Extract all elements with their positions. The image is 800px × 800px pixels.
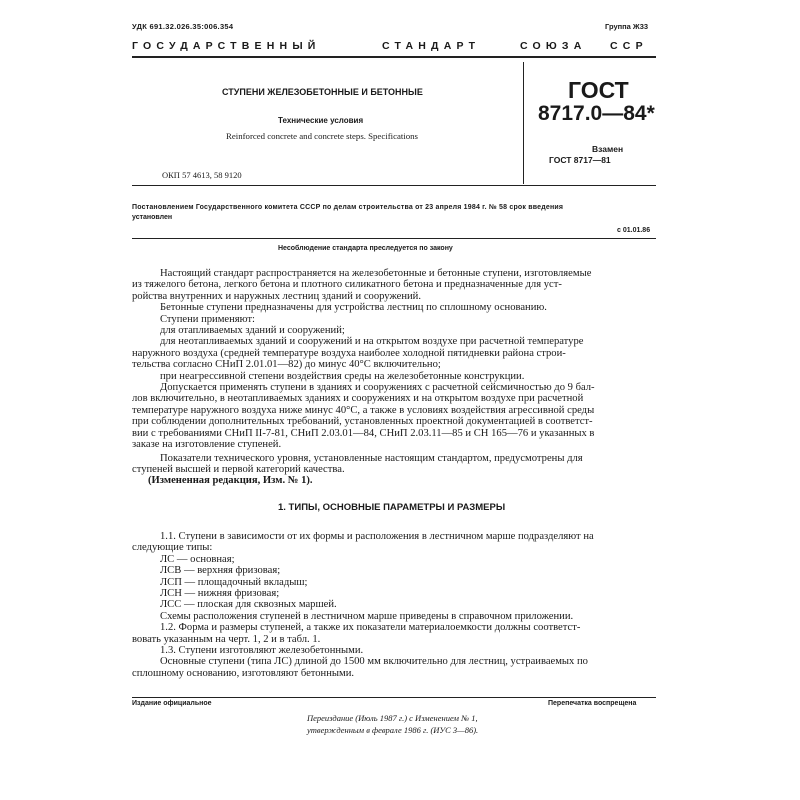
text-line: ступеней высшей и первой категорий качества. <box>132 463 345 475</box>
text-line: при соблюдении дополнительных требований, установленных проектной документацией в соответст- <box>132 416 593 428</box>
reprint-note: Переиздание (Июль 1987 г.) с Изменением № 1, <box>307 713 478 723</box>
amendment-note: (Измененная редакция, Изм. № 1). <box>148 475 313 487</box>
text-line: Показатели технического уровня, установленные настоящим стандартом, предусмотрены для <box>160 452 583 464</box>
decree-line: установлен <box>132 214 173 221</box>
text-line: сплошному основанию, изготовляют бетонными. <box>132 667 355 679</box>
text-line: тельства согласно СНиП 2.01.01—82) до минус 40°С включительно; <box>132 359 441 371</box>
text-line: 1.1. Ступени в зависимости от их формы и расположения в лестничном марше подразделяют на <box>160 531 594 542</box>
text-line: вовать указанным на черт. 1, 2 и в табл. 1. <box>132 633 321 645</box>
gost-label: ГОСТ <box>568 77 629 103</box>
section-1-text <box>132 531 650 679</box>
reprint-banned: Перепечатка воспрещена <box>548 700 637 707</box>
type-item: ЛСВ — верхняя фризовая; <box>160 565 281 577</box>
text-line: Схемы расположения ступеней в лестничном марше приведены в справочном приложении. <box>160 610 574 622</box>
intro-text <box>132 268 650 487</box>
text-line: Ступени применяют: <box>160 313 256 325</box>
type-item: ЛС — основная; <box>160 553 235 565</box>
udc-code: УДК 691.32.026.35:006.354 <box>132 22 234 31</box>
text-line: для неотапливаемых зданий и сооружений и на открытом воздухе при расчетной температуре <box>160 336 584 348</box>
text-line: лов включительно, в неотапливаемых зданиях и сооружениях и на открытом воздухе при расчетной <box>132 393 584 405</box>
footer-rule <box>132 697 656 698</box>
text-line: Основные ступени (типа ЛС) длиной до 1500 мм включительно для лестниц, устраиваемых по <box>160 656 588 668</box>
reprint-note: утвержденным в феврале 1986 г. (ИУС 3—86). <box>307 725 479 735</box>
type-item: ЛСС — плоская для сквозных маршей. <box>160 599 337 611</box>
type-item: ЛСН — нижняя фризовая; <box>160 588 280 600</box>
decree-line: Постановлением Государственного комитета СССР по делам строительства от 23 апреля 1984 г. № 58 срок введения <box>132 204 564 211</box>
text-line: из тяжелого бетона, легкого бетона и плотного силикатного бетона и предназначенные для уст- <box>132 279 562 291</box>
text-line: наружного воздуха (средней температуре воздуха наиболее холодной пятидневки района строи- <box>132 347 566 359</box>
text-line: заказе на изготовление ступеней. <box>132 439 282 451</box>
banner-word: СОЮЗА <box>520 40 587 52</box>
gost-number: 8717.0—84* <box>538 102 655 125</box>
type-item: ЛСП — площадочный вкладыш; <box>160 576 308 588</box>
text-line: ройства внутренних и наружных лестниц зданий и сооружений. <box>132 290 421 302</box>
text-line: температуре наружного воздуха ниже минус 40°С, а также в условиях воздействия агрессивной среды <box>132 404 595 416</box>
title-block-rule <box>132 185 656 186</box>
text-line: следующие типы: <box>132 542 213 554</box>
section-heading: 1. ТИПЫ, ОСНОВНЫЕ ПАРАМЕТРЫ И РАЗМЕРЫ <box>278 502 506 513</box>
text-line: 1.3. Ступени изготовляют железобетонными. <box>160 645 364 657</box>
text-line: Бетонные ступени предназначены для устройства лестниц по сплошному основанию. <box>160 302 547 314</box>
replaced-label: Взамен <box>592 144 624 154</box>
text-line: Настоящий стандарт распространяется на железобетонные и бетонные ступени, изготовляемые <box>160 268 592 279</box>
law-notice: Несоблюдение стандарта преследуется по закону <box>278 245 453 252</box>
banner-word: ГОСУДАРСТВЕННЫЙ <box>132 40 321 52</box>
banner-word: ССР <box>610 40 648 52</box>
title-block-divider <box>523 62 524 184</box>
group-code: Группа Ж33 <box>605 22 649 31</box>
text-line: для отапливаемых зданий и сооружений; <box>160 325 345 337</box>
text-line: при неагрессивной степени воздействия среды на железобетонные конструкции. <box>160 370 525 382</box>
text-line: Допускается применять ступени в зданиях и сооружениях с расчетной сейсмичностью до 9 бал- <box>160 382 595 394</box>
banner-rule <box>132 56 656 58</box>
effective-date: с 01.01.86 <box>617 227 651 234</box>
text-line: вии с требованиями СНиП II-7-81, СНиП 2.03.01—84, СНиП 2.03.11—85 и СН 165—76 и указанных в <box>132 427 595 439</box>
replaced-number: ГОСТ 8717—81 <box>549 155 611 165</box>
text-line: 1.2. Форма и размеры ступеней, а также их показатели материалоемкости должны соответст- <box>160 622 581 634</box>
document-subtitle: Технические условия <box>278 116 364 125</box>
english-title: Reinforced concrete and concrete steps. Specifications <box>226 131 418 141</box>
decree-rule <box>132 238 656 239</box>
okp-code: ОКП 57 4613, 58 9120 <box>162 170 242 180</box>
banner-word: СТАНДАРТ <box>382 40 481 52</box>
official-edition: Издание официальное <box>132 700 212 707</box>
document-title: СТУПЕНИ ЖЕЛЕЗОБЕТОННЫЕ И БЕТОННЫЕ <box>222 87 423 97</box>
